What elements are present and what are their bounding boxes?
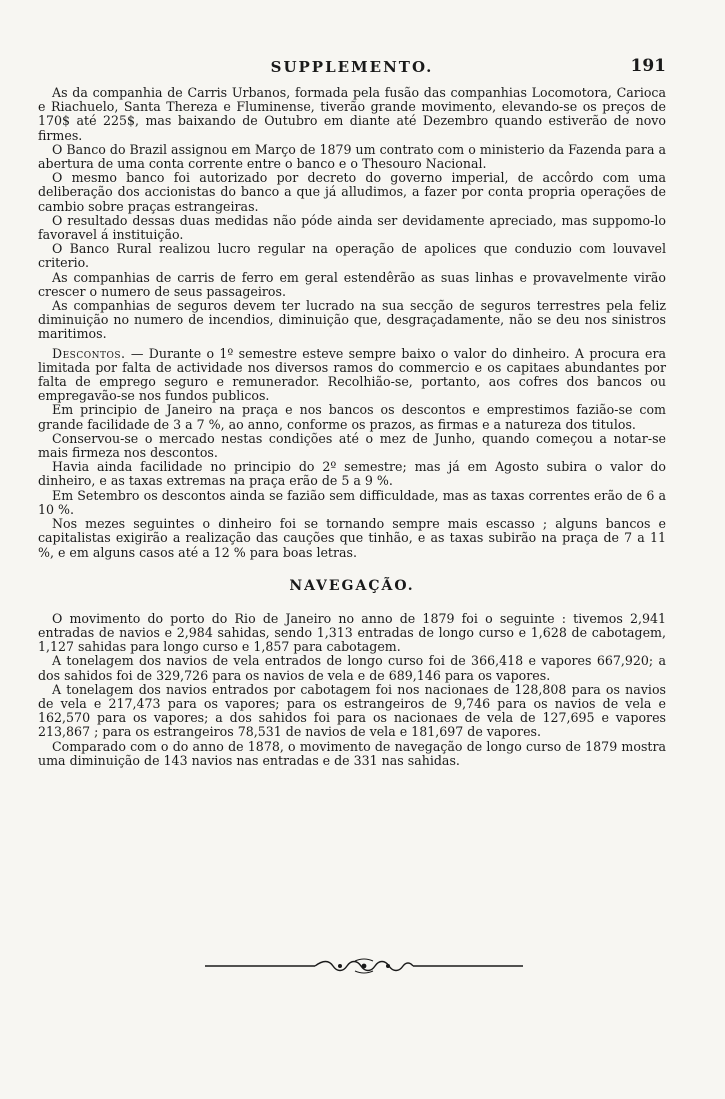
paragraph: As da companhia de Carris Urbanos, formada pela fusão das companhias Locomotora, Carioca e Riachuelo, Santa Thereza e Fluminense, tiverão grande movimento, elevando-se os preços de 170$ até 225$, mas baixando de Outubro em diante até Dezembro quando estiverão de novo firmes. [38, 85, 666, 143]
page-number: 191 [630, 56, 666, 76]
running-title: SUPPLEMENTO. [270, 58, 434, 76]
paragraph: O Banco Rural realizou lucro regular na operação de apolices que conduzio com louvavel criterio. [38, 241, 666, 271]
section-navegacao [38, 612, 666, 768]
paragraph: Nos mezes seguintes o dinheiro foi se tornando sempre mais escasso ; alguns bancos e capitalistas exigirão a realização das cauções que tinhão, e as taxas subirão na praça de 7 a 11 %, e em alguns casos até a 12 % para boas letras. [38, 516, 666, 560]
paragraph: A tonelagem dos navios de vela entrados de longo curso foi de 366,418 e vapores 667,920; a dos sahidos foi de 329,726 para os navios de vela e de 689,146 para os vapores. [38, 653, 666, 683]
paragraph: O Banco do Brazil assignou em Março de 1879 um contrato com o ministerio da Fazenda para a abertura de uma conta corrente entre o banco e o Thesouro Nacional. [38, 141, 666, 172]
paragraph: Em Setembro os descontos ainda se fazião sem difficuldade, mas as taxas correntes erão de 6 a 10 %. [38, 487, 666, 517]
descontos-lead-text: — Durante o 1º semestre esteve sempre baixo o valor do dinheiro. A procura era limitada por falta de actividade nos diversos ramos do commercio e os capitaes abundantes por falta de emprego seguro e remunerador. Recolhião-se, portanto, aos cofres dos bancos ou empregavão-se nos fundos publicos. [38, 345, 666, 404]
decorative-ornament-icon [205, 958, 523, 974]
paragraph: Comparado com o do anno de 1878, o movimento de navegação de longo curso de 1879 mostra uma diminuição de 143 navios nas entradas e de 331 nas sahidas. [38, 738, 666, 768]
paragraph: Em principio de Janeiro na praça e nos bancos os descontos e emprestimos fazião-se com grande facilidade de 3 a 7 %, ao anno, conforme os prazos, as firmas e a natureza dos titulos. [38, 402, 666, 432]
paragraph: O resultado dessas duas medidas não póde ainda ser devidamente apreciado, mas suppomo-lo favoravel á instituição. [38, 212, 666, 243]
section-banks [38, 86, 666, 342]
descontos-heading: Descontos. [52, 345, 126, 361]
paragraph: O mesmo banco foi autorizado por decreto do governo imperial, de accôrdo com uma deliberação dos accionistas do banco a que já alludimos, a fazer por conta propria operações de cambio sobre praças estrangeiras. [38, 170, 666, 214]
section-title-navegacao: NAVEGAÇÃO. [289, 577, 415, 594]
paragraph: As companhias de carris de ferro em geral estendêrão as suas linhas e provavelmente virão crescer o numero de seus passageiros. [38, 269, 666, 299]
document-page [38, 58, 666, 768]
paragraph: As companhias de seguros devem ter lucrado na sua secção de seguros terrestres pela feliz diminuição no numero de incendios, diminuição que, desgraçadamente, não se deu nos sinistros maritimos. [38, 298, 666, 342]
descontos-lead-paragraph [38, 347, 666, 404]
page-header [38, 58, 666, 86]
paragraph: Conservou-se o mercado nestas condições até o mez de Junho, quando começou a notar-se mais firmeza nos descontos. [38, 430, 666, 461]
section-descontos [38, 347, 666, 560]
paragraph: A tonelagem dos navios entrados por cabotagem foi nos nacionaes de 128,808 para os navios de vela e 217,473 para os vapores; para os estrangeiros de 9,746 para os navios de vela e 162,570 para os vapores; a dos sahidos foi para os nacionaes de vela de 127,695 e vapores 213,867 ; para os estrangeiros 78,531 de navios de vela e 181,697 de vapores. [38, 681, 666, 740]
paragraph: Havia ainda facilidade no principio do 2º semestre; mas já em Agosto subira o valor do dinheiro, e as taxas extremas na praça erão de 5 a 9 %. [38, 459, 666, 489]
paragraph: O movimento do porto do Rio de Janeiro no anno de 1879 foi o seguinte : tivemos 2,941 entradas de navios e 2,984 sahidas, sendo 1,313 entradas de longo curso e 1,628 de cabotagem, 1,127 sahidas para longo curso e 1,857 para cabotagem. [38, 610, 666, 655]
